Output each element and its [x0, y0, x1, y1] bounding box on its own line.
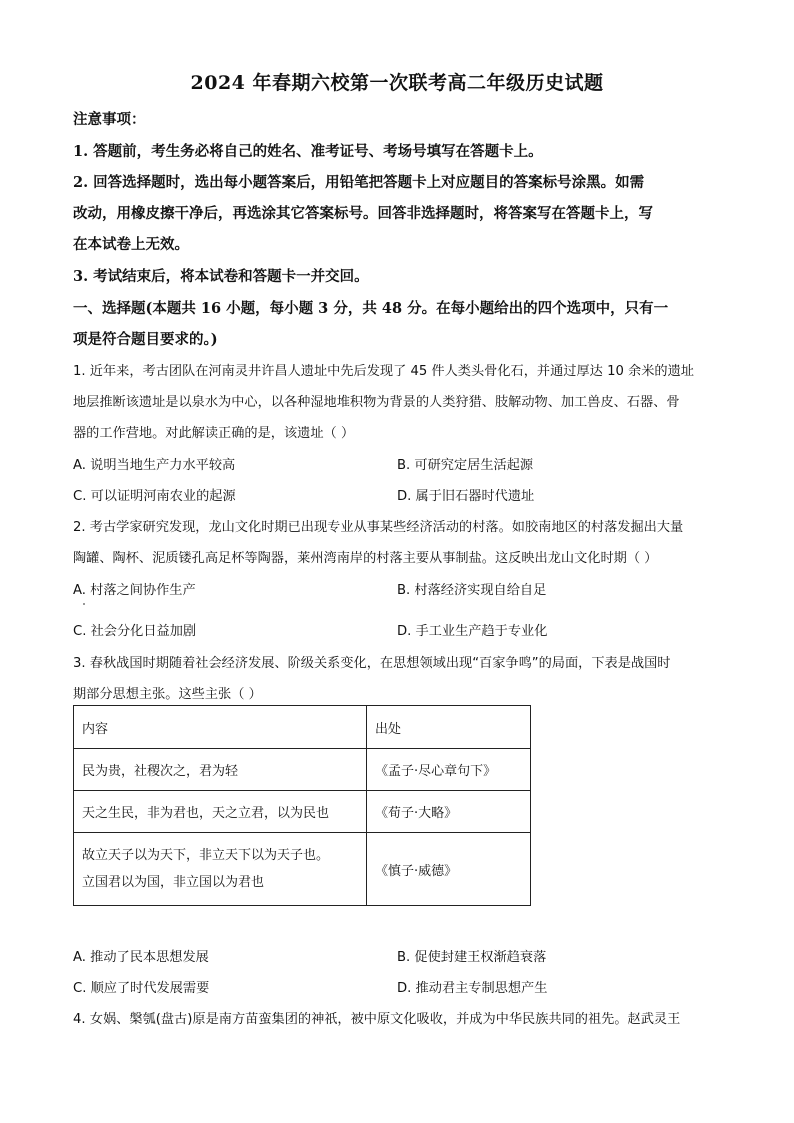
question-1-text: 器的工作营地。对此解读正确的是，该遗址（ ）: [73, 426, 355, 441]
question-3-option-c: C. 顺应了时代发展需要: [73, 981, 210, 996]
table-cell-line: 立国君以为国，非立国以为君也: [82, 875, 265, 890]
table-cell-source: 《孟子·尽心章句下》: [367, 749, 531, 791]
question-2-text: 陶罐、陶杯、泥质镂孔高足杯等陶器，莱州湾南岸的村落主要从事制盐。这反映出龙山文化时期（ ）: [73, 551, 658, 566]
question-2-option-a: A. 村落之间协作生产: [73, 583, 196, 598]
question-2-option-d: D. 手工业生产趋于专业化: [397, 624, 548, 639]
notice-item: 改动，用橡皮擦干净后，再选涂其它答案标号。回答非选择题时，将答案写在答题卡上，写: [73, 205, 653, 222]
question-1-text: 地层推断该遗址是以泉水为中心，以各种湿地堆积物为背景的人类狩猎、肢解动物、加工兽皮、石器、骨: [73, 395, 680, 410]
table-cell-content: [74, 833, 367, 906]
question-1-option-d: D. 属于旧石器时代遗址: [397, 489, 535, 504]
source-table: [73, 705, 531, 906]
table-cell-line: 故立天子以为天下，非立天下以为天子也。: [82, 848, 330, 863]
table-row: [74, 833, 531, 906]
question-1-option-a: A. 说明当地生产力水平较高: [73, 458, 236, 473]
notice-item: 1. 答题前，考生务必将自己的姓名、准考证号、考场号填写在答题卡上。: [73, 143, 543, 160]
table-cell-source: 《慎子·威德》: [367, 833, 531, 906]
table-header-source: 出处: [367, 706, 531, 749]
table-header-content: 内容: [74, 706, 367, 749]
notice-item: 2. 回答选择题时，选出每小题答案后，用铅笔把答题卡上对应题目的答案标号涂黑。如需: [73, 174, 645, 191]
notice-heading: 注意事项：: [73, 111, 146, 128]
table-cell-content: 民为贵，社稷次之，君为轻: [74, 749, 367, 791]
question-1-option-c: C. 可以证明河南农业的起源: [73, 489, 236, 504]
table-cell-source: 《荀子·大略》: [367, 791, 531, 833]
table-row: [74, 749, 531, 791]
question-1-option-b: B. 可研究定居生活起源: [397, 458, 534, 473]
notice-item: 3. 考试结束后，将本试卷和答题卡一并交回。: [73, 268, 369, 285]
question-3-text: 期部分思想主张。这些主张（ ）: [73, 687, 262, 702]
question-3-option-b: B. 促使封建王权渐趋衰落: [397, 950, 547, 965]
question-1-text: 1. 近年来，考古团队在河南灵井许昌人遗址中先后发现了 45 件人类头骨化石，并通过厚达 10 余米的遗址: [73, 364, 694, 379]
question-2-option-b: B. 村落经济实现自给自足: [397, 583, 547, 598]
table-cell-content: 天之生民，非为君也，天之立君，以为民也: [74, 791, 367, 833]
scan-dot: [83, 603, 85, 605]
question-3-option-a: A. 推动了民本思想发展: [73, 950, 209, 965]
question-4-text: 4. 女娲、槃瓠(盘古)原是南方苗蛮集团的神祇，被中原文化吸收，并成为中华民族共同的祖先。赵武灵王: [73, 1012, 681, 1027]
section-heading: 一、选择题(本题共 16 小题，每小题 3 分，共 48 分。在每小题给出的四个选项中，只有一: [73, 300, 669, 317]
question-2-text: 2. 考古学家研究发现，龙山文化时期已出现专业从事某些经济活动的村落。如胶南地区的村落发掘出大量: [73, 520, 684, 535]
notice-item: 在本试卷上无效。: [73, 236, 189, 253]
question-3-option-d: D. 推动君主专制思想产生: [397, 981, 548, 996]
question-3-text: 3. 春秋战国时期随着社会经济发展、阶级关系变化，在思想领域出现“百家争鸣”的局面，下表是战国时: [73, 656, 671, 671]
exam-title: 2024 年春期六校第一次联考高二年级历史试题: [190, 72, 604, 94]
question-2-option-c: C. 社会分化日益加剧: [73, 624, 197, 639]
table-header-row: [74, 706, 531, 749]
section-heading-cont: 项是符合题目要求的。): [73, 331, 218, 348]
table-row: [74, 791, 531, 833]
